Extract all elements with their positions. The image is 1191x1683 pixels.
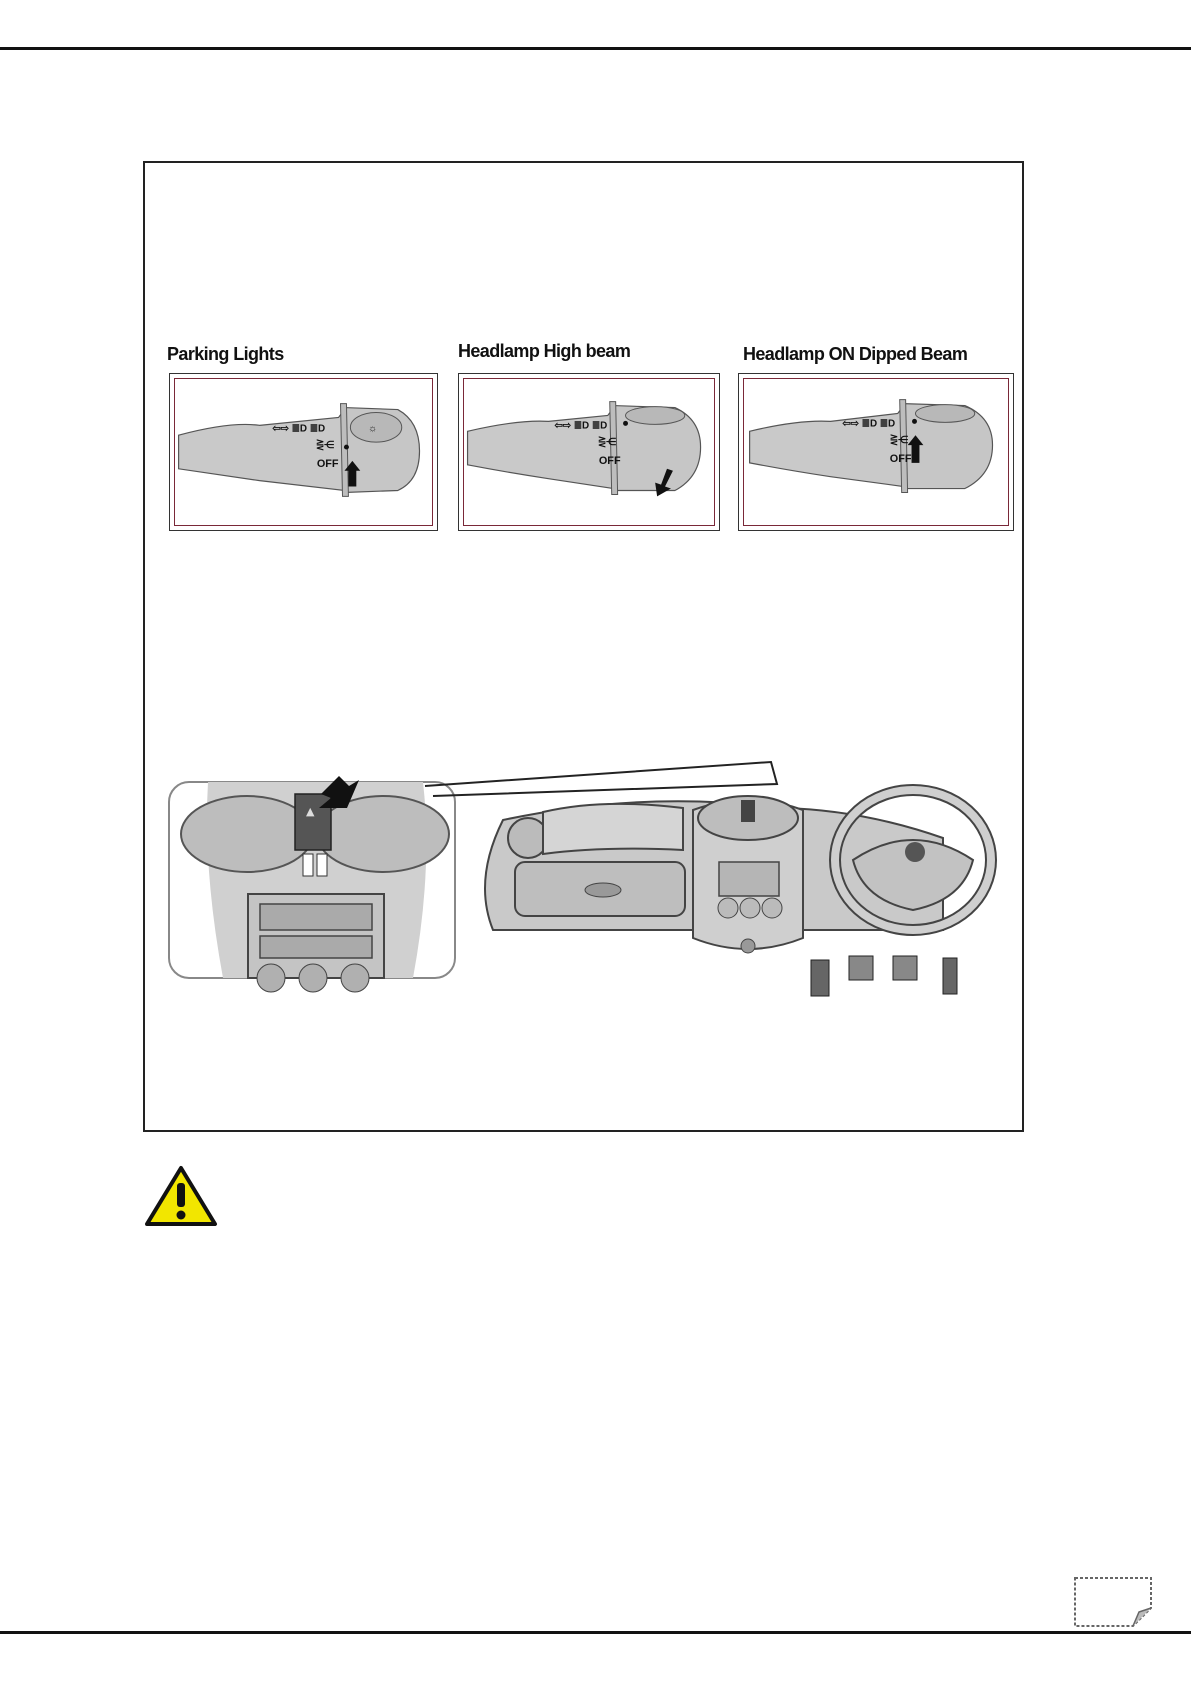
lever-panel-dipped-beam [738,373,1014,531]
dashboard-drawing [485,790,991,996]
lever-panel-high-beam [458,373,720,531]
hazard-switch-callout [169,776,455,992]
page-corner-icon [1073,1576,1153,1628]
bottom-rule [0,1631,1191,1634]
svg-text:⋛⋲: ⋛⋲ [597,437,617,449]
lever-illustration-dipped-beam [739,374,1013,530]
svg-text:⇦⇨ ≣D ≣D: ⇦⇨ ≣D ≣D [842,418,896,430]
lever-illustration-parking [170,374,437,530]
off-label: OFF [598,454,621,467]
off-label: OFF [316,457,339,470]
svg-text:⋛⋲: ⋛⋲ [889,435,908,447]
svg-text:☼: ☼ [368,423,378,435]
off-label: OFF [889,452,912,465]
top-rule [0,47,1191,50]
caption-headlamp-high-beam: Headlamp High beam [458,341,631,361]
hazard-switch-icon [295,794,331,850]
svg-text:▲: ▲ [306,805,315,818]
dashboard-illustration [163,750,1013,1010]
svg-text:⇦⇨ ≣D ≣D: ⇦⇨ ≣D ≣D [554,420,608,432]
caption-headlamp-dipped-beam: Headlamp ON Dipped Beam [743,344,968,364]
lever-illustration-high-beam [459,374,719,530]
warning-triangle-icon [144,1165,218,1227]
svg-text:⋛⋲: ⋛⋲ [315,440,334,452]
caption-parking-lights: Parking Lights [167,344,284,364]
lever-panel-parking-lights [169,373,438,531]
svg-text:⇦⇨ ≣D ≣D: ⇦⇨ ≣D ≣D [272,423,326,435]
